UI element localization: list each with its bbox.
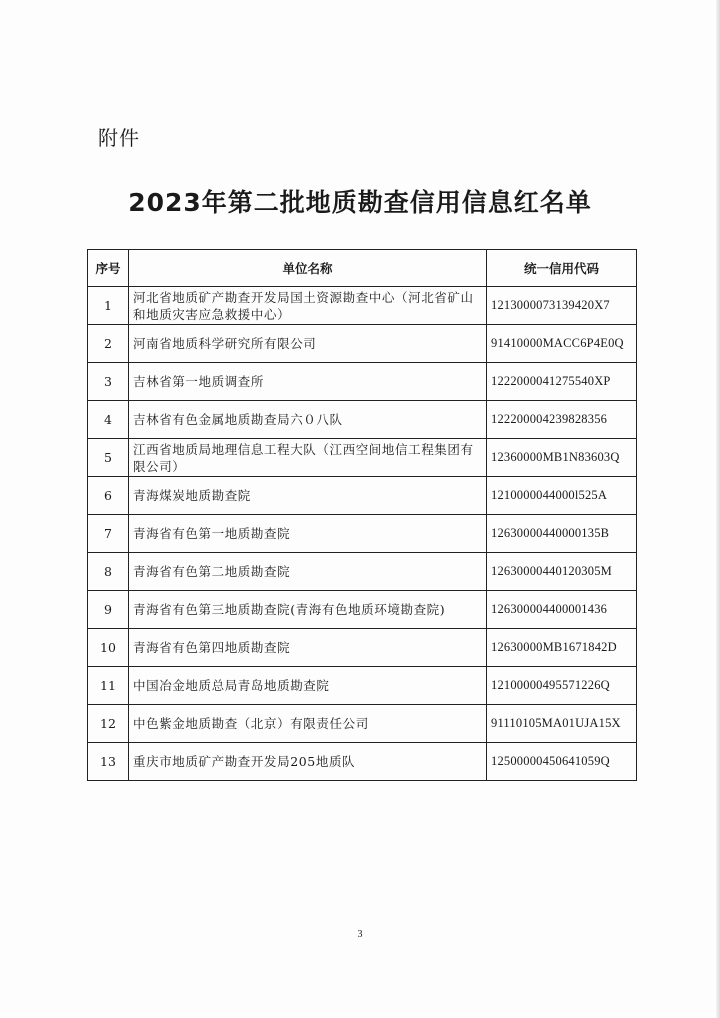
row-credit-code: 91110105MA01UJA15X (487, 705, 637, 743)
table-row (88, 629, 637, 667)
row-credit-code: 12100000495571226Q (487, 667, 637, 705)
row-number: 12 (88, 705, 129, 743)
row-credit-code: 1213000073139420X7 (487, 287, 637, 325)
table-row (88, 477, 637, 515)
table-row (88, 325, 637, 363)
page-edge-shadow (716, 0, 720, 1018)
row-number: 7 (88, 515, 129, 553)
row-unit-name: 青海煤炭地质勘查院 (129, 477, 487, 515)
row-credit-code: 12500000450641059Q (487, 743, 637, 781)
row-credit-code: 12630000440000135B (487, 515, 637, 553)
row-unit-name: 中色紫金地质勘查（北京）有限责任公司 (129, 705, 487, 743)
table-row (88, 591, 637, 629)
row-number: 6 (88, 477, 129, 515)
table-row (88, 553, 637, 591)
red-list-table (87, 249, 637, 781)
row-number: 9 (88, 591, 129, 629)
row-credit-code: 122200004239828356 (487, 401, 637, 439)
row-unit-name: 青海省有色第三地质勘查院(青海有色地质环境勘查院) (129, 591, 487, 629)
row-unit-name: 吉林省有色金属地质勘查局六０八队 (129, 401, 487, 439)
attachment-label: 附件 (98, 126, 140, 150)
row-number: 10 (88, 629, 129, 667)
row-unit-name: 河北省地质矿产勘查开发局国土资源勘查中心（河北省矿山和地质灾害应急救援中心） (129, 287, 487, 325)
table-row (88, 287, 637, 325)
table-row (88, 363, 637, 401)
row-number: 3 (88, 363, 129, 401)
row-unit-name: 青海省有色第二地质勘查院 (129, 553, 487, 591)
row-unit-name: 中国冶金地质总局青岛地质勘查院 (129, 667, 487, 705)
table-row (88, 439, 637, 477)
row-number: 4 (88, 401, 129, 439)
header-serial-number: 序号 (88, 250, 129, 287)
row-credit-code: 126300004400001436 (487, 591, 637, 629)
row-unit-name: 江西省地质局地理信息工程大队（江西空间地信工程集团有限公司） (129, 439, 487, 477)
row-unit-name: 青海省有色第四地质勘查院 (129, 629, 487, 667)
table-header-row (88, 250, 637, 287)
row-credit-code: 91410000MACC6P4E0Q (487, 325, 637, 363)
row-number: 11 (88, 667, 129, 705)
table-row (88, 401, 637, 439)
row-number: 5 (88, 439, 129, 477)
row-number: 8 (88, 553, 129, 591)
header-credit-code: 统一信用代码 (487, 250, 637, 287)
table-row (88, 743, 637, 781)
table-row (88, 705, 637, 743)
row-unit-name: 重庆市地质矿产勘查开发局205地质队 (129, 743, 487, 781)
row-unit-name: 河南省地质科学研究所有限公司 (129, 325, 487, 363)
table-row (88, 515, 637, 553)
row-unit-name: 吉林省第一地质调查所 (129, 363, 487, 401)
row-credit-code: 1222000041275540XP (487, 363, 637, 401)
page-number: 3 (357, 929, 363, 940)
row-number: 13 (88, 743, 129, 781)
table-row (88, 667, 637, 705)
row-number: 2 (88, 325, 129, 363)
row-number: 1 (88, 287, 129, 325)
row-unit-name: 青海省有色第一地质勘查院 (129, 515, 487, 553)
row-credit-code: 12630000440120305M (487, 553, 637, 591)
row-credit-code: 12360000MB1N83603Q (487, 439, 637, 477)
row-credit-code: 12630000MB1671842D (487, 629, 637, 667)
header-unit-name: 单位名称 (129, 250, 487, 287)
row-credit-code: 1210000044000l525A (487, 477, 637, 515)
document-title: 2023年第二批地质勘查信用信息红名单 (128, 188, 592, 217)
